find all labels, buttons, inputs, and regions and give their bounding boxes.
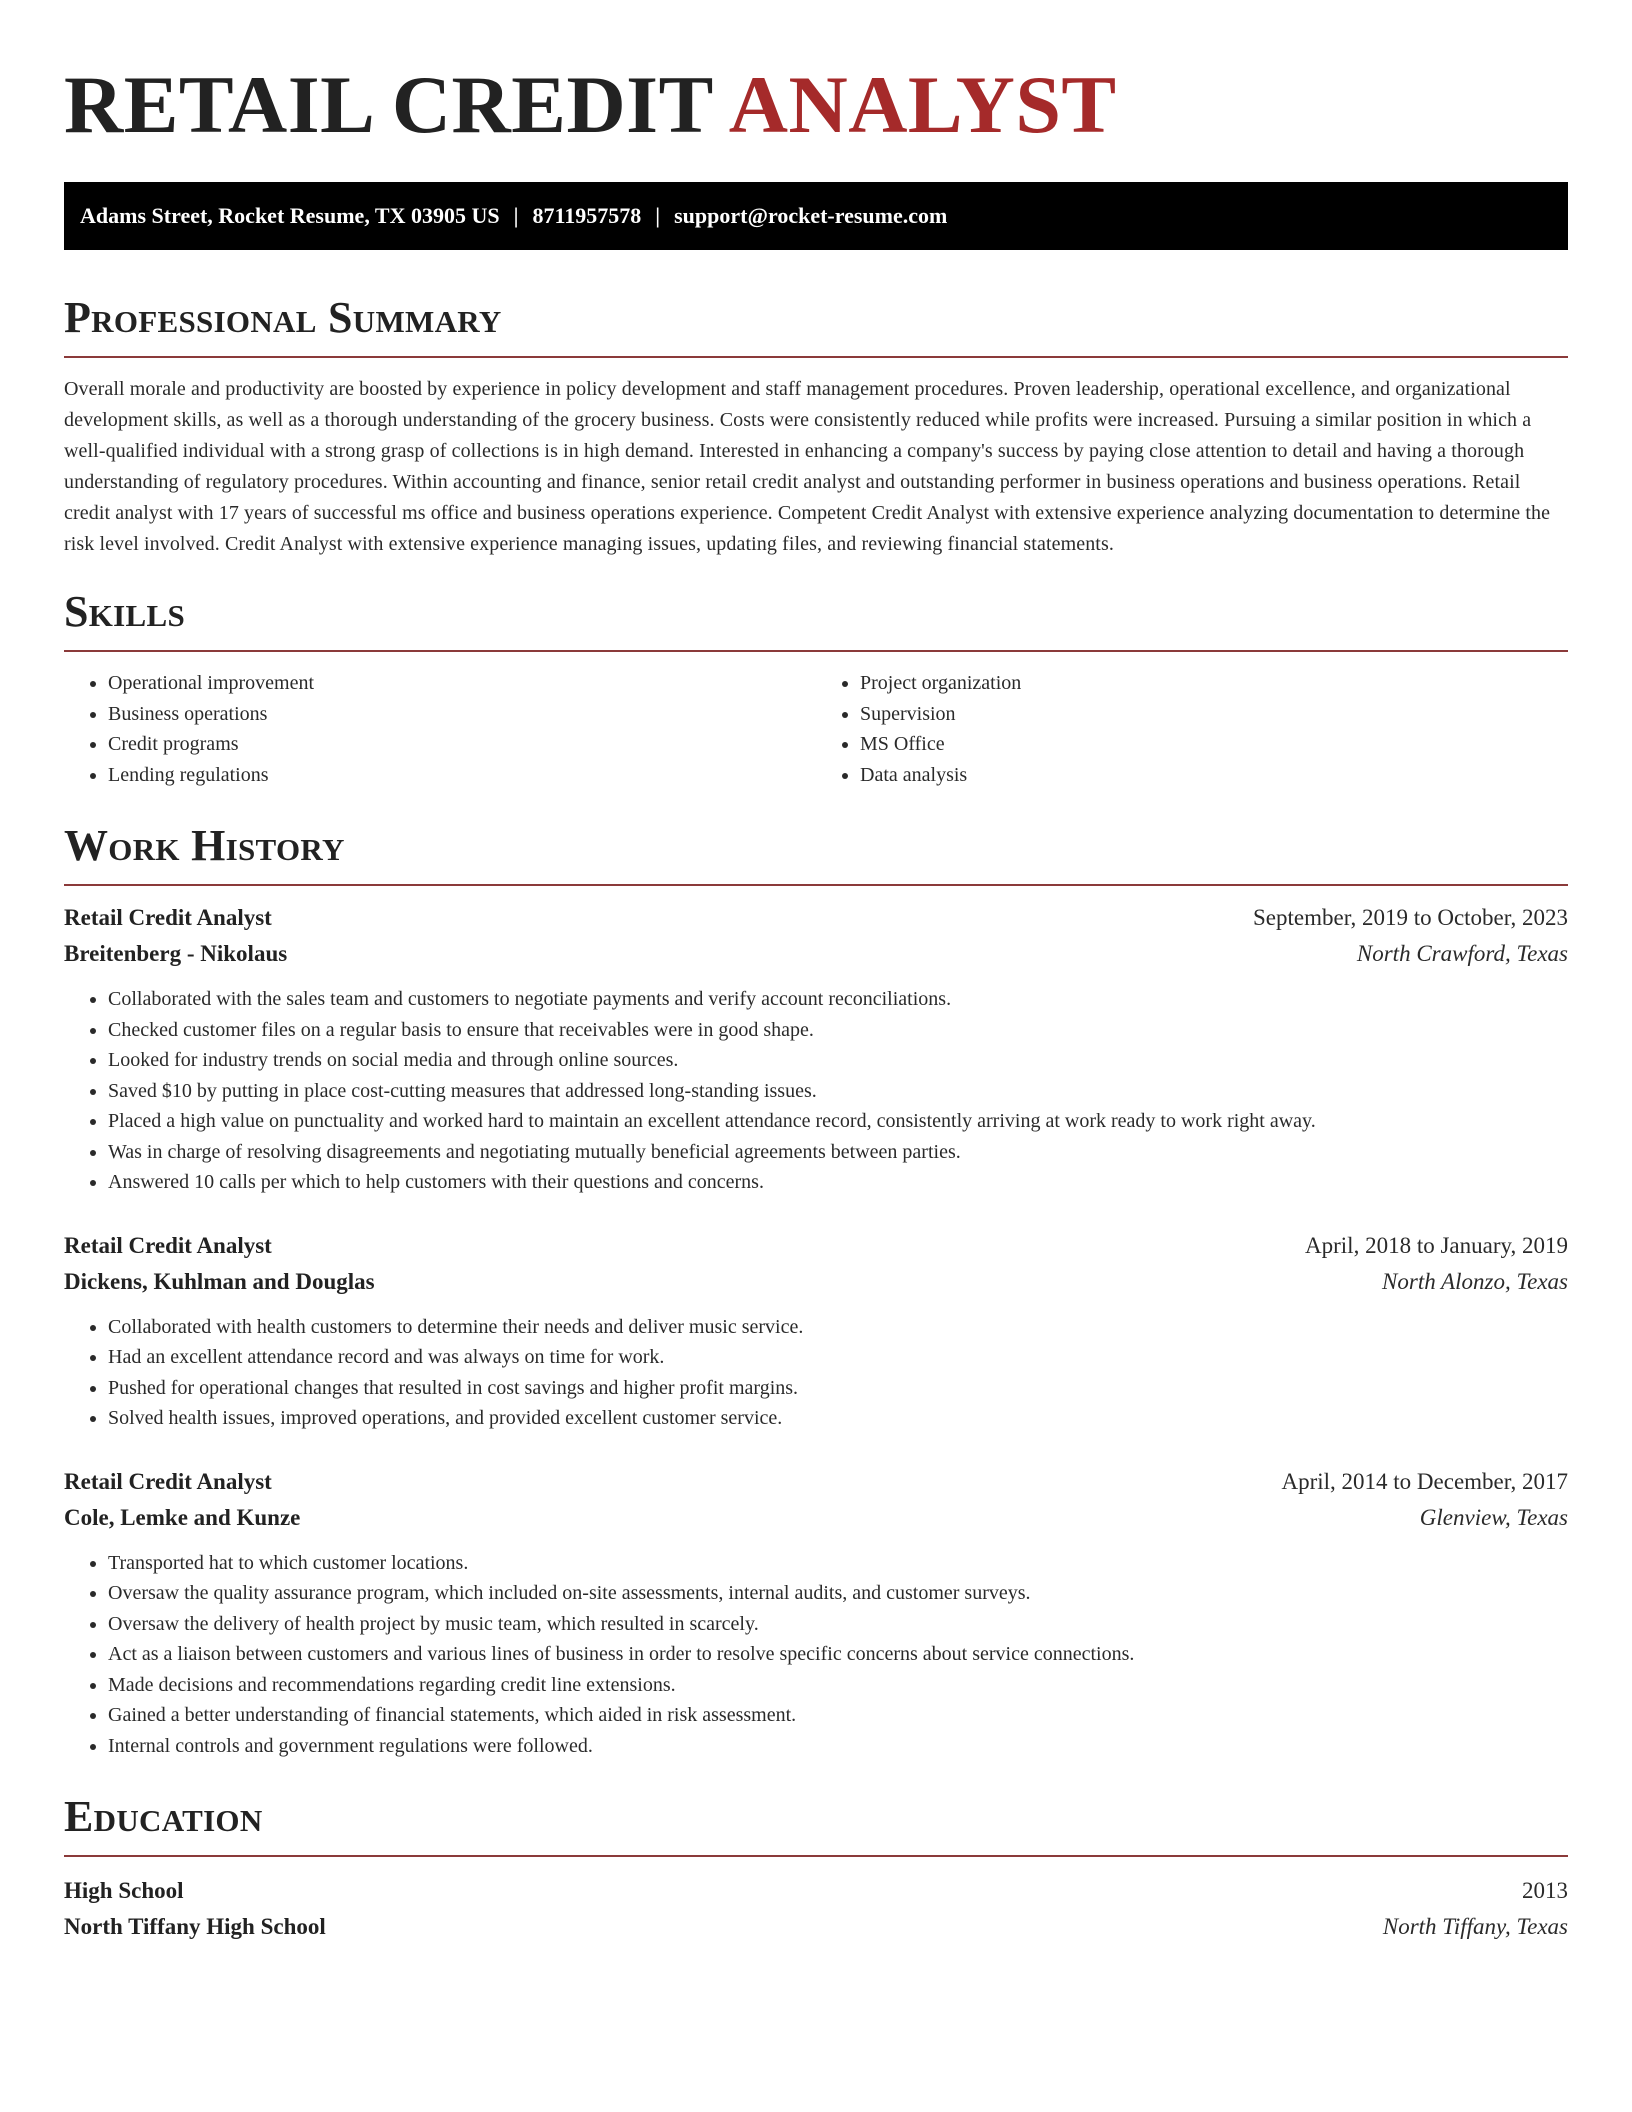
skills-section bbox=[64, 586, 1568, 790]
duty-item: • Collaborated with the sales team and customers to negotiate payments and verify account reconciliations. bbox=[108, 984, 1568, 1015]
education-location: North Tiffany, Texas bbox=[1382, 1914, 1568, 1939]
duty-item: • Oversaw the delivery of health project by music team, which resulted in scarcely. bbox=[108, 1609, 1568, 1640]
contact-phone: 8711957578 bbox=[532, 203, 642, 228]
name-part-1: RETAIL CREDIT bbox=[64, 59, 713, 150]
job-title: Retail Credit Analyst bbox=[64, 905, 272, 930]
summary-section bbox=[64, 292, 1568, 560]
duty-item: • Transported hat to which customer locations. bbox=[108, 1548, 1568, 1579]
contact-bar bbox=[64, 182, 1568, 250]
section-divider bbox=[64, 1855, 1568, 1857]
duty-item: • Collaborated with health customers to determine their needs and deliver music service. bbox=[108, 1312, 1568, 1343]
job-dates: September, 2019 to October, 2023 bbox=[1253, 905, 1568, 930]
skills-heading: Skills bbox=[64, 587, 186, 636]
work-history-section bbox=[64, 820, 1568, 1761]
job-subheader bbox=[64, 1264, 1568, 1300]
duty-item: • Had an excellent attendance record and was always on time for work. bbox=[108, 1342, 1568, 1373]
job-duties bbox=[64, 984, 1568, 1198]
skills-column-left bbox=[64, 668, 816, 790]
skill-item: • Credit programs bbox=[108, 729, 816, 760]
duty-item: • Checked customer files on a regular basis to ensure that receivables were in good shape. bbox=[108, 1015, 1568, 1046]
job-entry bbox=[64, 1228, 1568, 1434]
skill-item: • Supervision bbox=[860, 699, 1568, 730]
skills-column-right bbox=[816, 668, 1568, 790]
duty-item: • Saved $10 by putting in place cost-cutting measures that addressed long-standing issues. bbox=[108, 1076, 1568, 1107]
section-divider bbox=[64, 356, 1568, 358]
education-year: 2013 bbox=[1522, 1878, 1568, 1903]
contact-address: Adams Street, Rocket Resume, TX 03905 US bbox=[80, 203, 500, 228]
skills-list bbox=[64, 668, 1568, 790]
job-subheader bbox=[64, 936, 1568, 972]
duty-item: • Looked for industry trends on social media and through online sources. bbox=[108, 1045, 1568, 1076]
skill-item: • Operational improvement bbox=[108, 668, 816, 699]
skill-item: • Project organization bbox=[860, 668, 1568, 699]
job-entry bbox=[64, 1464, 1568, 1762]
work-history-heading: Work History bbox=[64, 821, 345, 870]
education-school: North Tiffany High School bbox=[64, 1914, 326, 1939]
contact-separator: | bbox=[513, 203, 519, 228]
summary-text: Overall morale and productivity are boosted by experience in policy development and staff management procedures. Proven leadership, operational excellence, and organizational development skills, as well as a thorough understanding of the grocery business. Costs were consistently reduced while profits were increased. Pursuing a similar position in which a well-qualified individual with a strong grasp of collections is in high demand. Interested in enhancing a company's success by paying close attention to detail and having a thorough understanding of regulatory procedures. Within accounting and finance, senior retail credit analyst and outstanding performer in business operations and business operations. Retail credit analyst with 17 years of successful ms office and business operations experience. Competent Credit Analyst with extensive experience analyzing documentation to determine the risk level involved. Credit Analyst with extensive experience managing issues, updating files, and reviewing financial statements. bbox=[64, 378, 1551, 555]
job-company: Breitenberg - Nikolaus bbox=[64, 941, 288, 966]
job-header bbox=[64, 1228, 1568, 1264]
duty-item: • Oversaw the quality assurance program, which included on-site assessments, internal audits, and customer surveys. bbox=[108, 1578, 1568, 1609]
duty-item: • Pushed for operational changes that resulted in cost savings and higher profit margins. bbox=[108, 1373, 1568, 1404]
duty-item: • Gained a better understanding of financial statements, which aided in risk assessment. bbox=[108, 1700, 1568, 1731]
job-company: Dickens, Kuhlman and Douglas bbox=[64, 1268, 375, 1294]
job-entry bbox=[64, 900, 1568, 1198]
job-title: Retail Credit Analyst bbox=[64, 1232, 272, 1258]
job-company: Cole, Lemke and Kunze bbox=[64, 1504, 301, 1530]
job-dates: April, 2018 to January, 2019 bbox=[1305, 1232, 1568, 1258]
job-title: Retail Credit Analyst bbox=[64, 1468, 272, 1494]
job-location: North Crawford, Texas bbox=[1356, 941, 1568, 966]
duty-item: • Was in charge of resolving disagreements and negotiating mutually beneficial agreements between parties. bbox=[108, 1137, 1568, 1168]
job-location: North Alonzo, Texas bbox=[1382, 1268, 1568, 1294]
job-duties bbox=[64, 1312, 1568, 1434]
job-duties bbox=[64, 1548, 1568, 1762]
duty-item: • Answered 10 calls per which to help customers with their questions and concerns. bbox=[108, 1167, 1568, 1198]
job-location: Glenview, Texas bbox=[1419, 1504, 1568, 1530]
skill-item: • Business operations bbox=[108, 699, 816, 730]
duty-item: • Solved health issues, improved operations, and provided excellent customer service. bbox=[108, 1403, 1568, 1434]
education-subheader bbox=[64, 1909, 1568, 1945]
duty-item: • Made decisions and recommendations regarding credit line extensions. bbox=[108, 1670, 1568, 1701]
resume-name bbox=[64, 0, 1568, 152]
job-header bbox=[64, 900, 1568, 936]
contact-email: support@rocket-resume.com bbox=[674, 203, 948, 228]
education-entry bbox=[64, 1873, 1568, 1945]
education-heading: Education bbox=[64, 1792, 263, 1841]
job-header bbox=[64, 1464, 1568, 1500]
resume-page bbox=[64, 0, 1568, 1945]
duty-item: • Placed a high value on punctuality and worked hard to maintain an excellent attendance record, consistently arriving at work ready to work right away. bbox=[108, 1106, 1568, 1137]
contact-separator: | bbox=[655, 203, 661, 228]
section-divider bbox=[64, 650, 1568, 652]
education-section bbox=[64, 1791, 1568, 1945]
duty-item: • Internal controls and government regulations were followed. bbox=[108, 1731, 1568, 1762]
job-dates: April, 2014 to December, 2017 bbox=[1281, 1468, 1568, 1494]
name-part-2: ANALYST bbox=[728, 59, 1117, 150]
education-degree: High School bbox=[64, 1878, 184, 1903]
skill-item: • Lending regulations bbox=[108, 760, 816, 791]
duty-item: • Act as a liaison between customers and various lines of business in order to resolve specific concerns about service connections. bbox=[108, 1639, 1568, 1670]
job-subheader bbox=[64, 1500, 1568, 1536]
education-header bbox=[64, 1873, 1568, 1909]
summary-heading: Professional Summary bbox=[64, 293, 502, 342]
skill-item: • MS Office bbox=[860, 729, 1568, 760]
section-divider bbox=[64, 884, 1568, 886]
skill-item: • Data analysis bbox=[860, 760, 1568, 791]
